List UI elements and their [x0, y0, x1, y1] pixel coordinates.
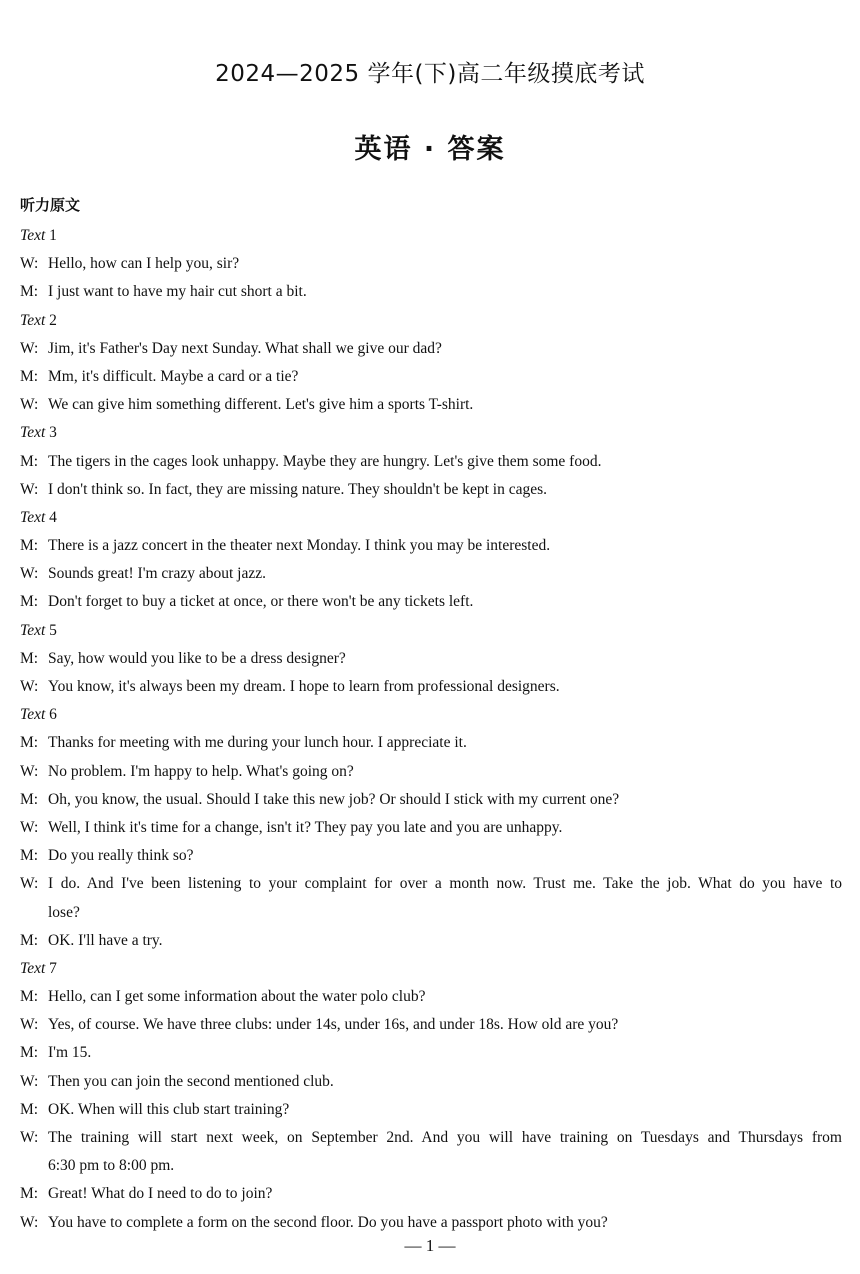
- dialogue-text: There is a jazz concert in the theater next Monday. I think you may be interested.: [48, 537, 551, 555]
- dialogue-text: Oh, you know, the usual. Should I take this new job? Or should I stick with my current one?: [48, 790, 620, 808]
- dialogue-line: [20, 673, 842, 701]
- dialogue-line: [20, 1039, 842, 1067]
- text-label-number: 4: [49, 508, 57, 526]
- speaker-tag: M:: [20, 1044, 39, 1062]
- speaker-tag: M:: [20, 988, 39, 1006]
- dialogue-line: [20, 842, 842, 870]
- dialogue-text: No problem. I'm happy to help. What's going on?: [48, 762, 354, 780]
- speaker-tag: W:: [20, 1213, 39, 1231]
- speaker-tag: M:: [20, 537, 39, 555]
- dialogue-line: [20, 532, 842, 560]
- text-label-number: 1: [49, 227, 57, 244]
- text-label: [20, 307, 842, 335]
- dialogue-text: Hello, how can I help you, sir?: [48, 255, 240, 273]
- text-label-word: Text: [20, 227, 46, 244]
- speaker-tag: W:: [20, 1129, 39, 1146]
- speaker-tag: M:: [20, 1100, 39, 1118]
- speaker-tag: M:: [20, 1185, 39, 1203]
- speaker-tag: W:: [20, 818, 39, 836]
- dialogue-text: Then you can join the second mentioned club.: [48, 1072, 334, 1090]
- exam-title: 2024—2025 学年(下)高二年级摸底考试: [215, 61, 645, 87]
- speaker-tag: W:: [20, 255, 39, 273]
- section-heading: 听力原文: [20, 196, 81, 214]
- dialogue-text: Say, how would you like to be a dress designer?: [48, 649, 346, 667]
- dialogue-text: Well, I think it's time for a change, isn't it? They pay you late and you are unhappy.: [48, 818, 563, 836]
- speaker-tag: M:: [20, 734, 39, 752]
- dialogue-line: [20, 729, 842, 757]
- dialogue-line: [20, 814, 842, 842]
- speaker-tag: M:: [20, 790, 39, 808]
- text-label-word: Text: [20, 424, 46, 442]
- dialogue-text: Mm, it's difficult. Maybe a card or a tie?: [48, 367, 299, 385]
- dialogue-line: [20, 335, 842, 363]
- dialogue-text: Thanks for meeting with me during your lunch hour. I appreciate it.: [48, 734, 467, 752]
- dialogue-line: [20, 1124, 842, 1152]
- speaker-tag: W:: [20, 1072, 39, 1090]
- dialogue-text: The training will start next week, on September 2nd. And you will have training on Tuesdays and Thursdays from: [48, 1129, 842, 1146]
- dialogue-text: You have to complete a form on the second floor. Do you have a passport photo with you?: [48, 1213, 608, 1231]
- speaker-tag: M:: [20, 367, 39, 385]
- answer-subtitle: 英语 · 答案: [354, 134, 506, 165]
- text-label-number: 6: [49, 706, 57, 724]
- dialogue-text: Don't forget to buy a ticket at once, or there won't be any tickets left.: [48, 593, 474, 611]
- dialogue-line: [20, 588, 842, 616]
- dialogue-line: [20, 250, 842, 278]
- dialogue-line: [20, 1011, 842, 1039]
- speaker-tag: W:: [20, 875, 39, 893]
- dialogue-line: [20, 1096, 842, 1124]
- dialogue-text: You know, it's always been my dream. I hope to learn from professional designers.: [48, 678, 560, 695]
- text-label-word: Text: [20, 706, 46, 724]
- text-label: [20, 617, 842, 645]
- speaker-tag: W:: [20, 396, 39, 414]
- speaker-tag: M:: [20, 847, 39, 865]
- text-label-word: Text: [20, 311, 46, 329]
- dialogue-text: Sounds great! I'm crazy about jazz.: [48, 565, 266, 583]
- speaker-tag: M:: [20, 283, 39, 301]
- dialogue-text: I do. And I've been listening to your complaint for over a month now. Trust me. Take the job. What do you have to: [48, 875, 842, 893]
- text-label: [20, 419, 842, 447]
- text-label: [20, 504, 842, 532]
- speaker-tag: W:: [20, 678, 39, 695]
- dialogue-text: Hello, can I get some information about the water polo club?: [48, 988, 426, 1006]
- dialogue-line: [20, 927, 842, 955]
- dialogue-line: [20, 645, 842, 673]
- text-label-number: 3: [49, 424, 57, 442]
- dialogue-line: [20, 391, 842, 419]
- speaker-tag: W:: [20, 565, 39, 583]
- speaker-tag: W:: [20, 762, 39, 780]
- dialogue-line: [20, 448, 842, 476]
- text-label-word: Text: [20, 621, 46, 639]
- text-label-word: Text: [20, 508, 46, 526]
- dialogue-text: Great! What do I need to do to join?: [48, 1185, 273, 1203]
- dialogue-line: [20, 363, 842, 391]
- speaker-tag: M:: [20, 593, 39, 611]
- dialogue-line: [20, 1180, 842, 1208]
- dialogue-text: I just want to have my hair cut short a bit.: [48, 283, 307, 301]
- text-label: [20, 701, 842, 729]
- dialogue-text: We can give him something different. Let's give him a sports T-shirt.: [48, 396, 474, 414]
- page-number: — 1 —: [404, 1236, 456, 1255]
- dialogue-line: [20, 278, 842, 306]
- text-label-word: Text: [20, 959, 46, 977]
- text-label: [20, 955, 842, 983]
- text-label: [20, 222, 842, 250]
- dialogue-line: [20, 1068, 842, 1096]
- dialogue-text: OK. I'll have a try.: [48, 931, 163, 949]
- dialogue-line: [20, 870, 842, 898]
- dialogue-line: [20, 786, 842, 814]
- speaker-tag: W:: [20, 1016, 39, 1034]
- speaker-tag: M:: [20, 452, 39, 470]
- speaker-tag: M:: [20, 649, 39, 667]
- dialogue-continuation: lose?: [48, 903, 80, 921]
- dialogue-text: I don't think so. In fact, they are missing nature. They shouldn't be kept in cages.: [48, 480, 548, 498]
- dialogue-line: [20, 476, 842, 504]
- speaker-tag: W:: [20, 480, 39, 498]
- dialogue-line: [20, 1209, 842, 1237]
- dialogue-text: I'm 15.: [48, 1044, 92, 1062]
- dialogue-text: The tigers in the cages look unhappy. Maybe they are hungry. Let's give them some food.: [48, 452, 602, 470]
- text-label-number: 2: [49, 311, 57, 329]
- dialogue-text: Jim, it's Father's Day next Sunday. What shall we give our dad?: [48, 339, 442, 357]
- dialogue-line: [20, 758, 842, 786]
- dialogue-text: Do you really think so?: [48, 847, 194, 865]
- dialogue-continuation: 6:30 pm to 8:00 pm.: [48, 1157, 175, 1175]
- dialogue-line: [20, 560, 842, 588]
- dialogue-text: OK. When will this club start training?: [48, 1100, 290, 1118]
- text-label-number: 5: [49, 621, 57, 639]
- speaker-tag: M:: [20, 931, 39, 949]
- listening-transcript: [20, 222, 842, 1237]
- speaker-tag: W:: [20, 339, 39, 357]
- dialogue-text: Yes, of course. We have three clubs: under 14s, under 16s, and under 18s. How old are you?: [48, 1016, 619, 1034]
- dialogue-line: [20, 983, 842, 1011]
- text-label-number: 7: [49, 959, 57, 977]
